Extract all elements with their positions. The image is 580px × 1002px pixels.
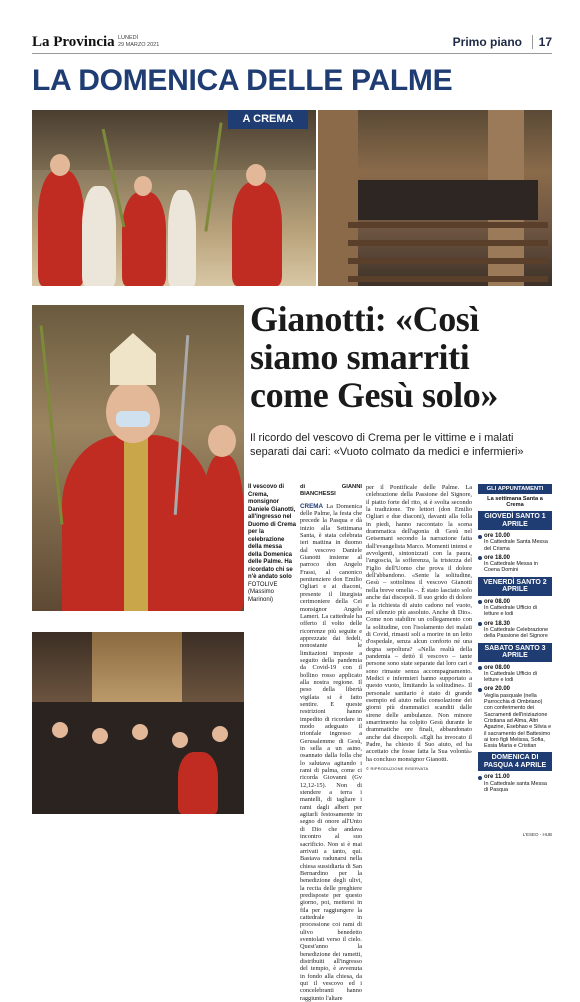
masthead	[32, 32, 552, 54]
figure-deacon	[82, 186, 116, 286]
figure-altar-server	[168, 190, 196, 286]
location-tag: A CREMA	[228, 110, 308, 129]
congregation	[358, 180, 538, 220]
article-subheadline: Il ricordo del vescovo di Crema per le vittime e i malati separati dai cari: «Vuoto colmato da medici e infermieri»	[250, 432, 524, 458]
sidebar-subtitle: La settimana Santa a Crema	[487, 496, 543, 508]
figure-head	[212, 726, 228, 742]
event-time: ore 10.00	[484, 533, 511, 539]
event-description: In Cattedrale Santa Messa del Crisma	[484, 539, 548, 552]
article-dateline: CREMA	[300, 502, 324, 510]
event-description: In Cattedrale Ufficio di letture e lodi	[484, 670, 537, 684]
section-name: Primo piano	[452, 35, 522, 49]
vestment-stole	[124, 435, 148, 611]
page-number: 17	[532, 35, 552, 49]
event-day-header: SABATO SANTO 3 APRILE	[478, 643, 552, 662]
event-description: Veglia pasquale (nella Parrocchia di Ombriano) con conferimento dei Sacramenti dell'iniziazione Cristiana ad Alma, Altri Agazine, Esebhao e Silvia e il sacramento del Battesimo ai loro figli Melissa, Sofia, Essia Maria e Cristian	[484, 692, 552, 750]
figure-red-coat	[178, 752, 218, 814]
event-time: ore 18.00	[484, 554, 511, 561]
figure-head	[132, 724, 148, 740]
event-item	[478, 599, 552, 618]
sidebar-days	[478, 511, 552, 793]
article-headline: Gianotti: «Così siamo smarriti come Gesù solo»	[250, 299, 498, 415]
event-item	[478, 774, 552, 793]
figure-head	[92, 728, 108, 744]
event-body	[484, 665, 552, 684]
event-body	[484, 555, 552, 574]
event-item	[478, 533, 552, 552]
copyright-note: © RIPRODUZIONE RISERVATA	[366, 766, 429, 772]
event-time: ore 20.00	[484, 686, 511, 693]
figure-head	[50, 154, 70, 176]
event-item	[478, 555, 552, 574]
figure-server	[202, 455, 244, 611]
event-body	[484, 599, 552, 618]
photo-cathedral-congregation	[242, 110, 552, 286]
issue-date	[118, 35, 159, 48]
event-time: ore 08.00	[484, 598, 511, 605]
photo-caption	[248, 484, 296, 604]
caption-text: Il vescovo di Crema, monsignor Daniele Gianotti, all'ingresso nel Duomo di Crema per la celebrazione della messa della Domenica delle Palme. Ha ricordato chi se n'è andato solo	[248, 484, 297, 580]
article-column-2	[366, 484, 472, 814]
caption-credit: FOTOLIVE (Massimo Marinoni)	[248, 581, 278, 603]
figure-head	[172, 732, 188, 748]
bullet-icon	[478, 600, 482, 604]
bullet-icon	[478, 666, 482, 670]
page-source: L'ESEO - HUB	[522, 832, 552, 837]
bullet-icon	[478, 556, 482, 560]
photo-bishop-with-palms	[32, 110, 316, 286]
figure-head	[52, 722, 68, 738]
event-day-header: DOMENICA DI PASQUA 4 APRILE	[478, 752, 552, 771]
figure-head	[246, 164, 266, 186]
photo-bishop-portrait	[32, 305, 244, 611]
figure-bishop	[232, 182, 282, 286]
figure-head	[208, 425, 236, 457]
event-body	[484, 533, 552, 552]
article-body-1: La Domenica delle Palme, la festa che precede la Pasqua e dà inizio alla Settimana Santa, è stata celebrata ieri mattina in duomo dal vescovo Daniele Gianotti insieme al parroco don Angelo Frassi, al canonico penitenziere don Emilio Ogliari e ai diaconi, presente il liturgista cerimoniere della Cei monsignor Angelo Lameri. La cattedrale ha offerto il volto delle ricorrenze più seguite e apprezzate dai fedeli, nonostante le limitazioni imposte a seguito della pandemia da Covid-19 con il bollino rosso applicato alla nostra regione. Il peso della libertà vigilata si è fatto sentire. E queste restrizioni hanno impedito di ricordare in modo adeguato il trionfale ingresso a Gerusalemme di Gesù, in sella a un asino, osannato dalla folla che lo salutava agitando i rami di palma, come ci ricorda Giovanni (Gv 12,12-15). Non di stendere a terra i mantelli, di tagliare i rami dagli alberi per agitarli festosamente in segno di onore all'Unto di Dio che andava incontro al suo sacrificio. Non si è mai arrivati a tanto, qui. Bastava radunarsi nella chiesa sussidiaria di San Bernardino per la benedizione degli ulivi, la recita delle preghiere predisposte per questo giorno, poi, mettersi in fila per raggiungere la cattedrale in processione coi rami di ulivo benedetto sventolati verso il cielo. Quest'anno la benedizione dei rametti, distribuiti all'ingresso del tempio, è avvenuta in fondo alla chiesa, da qui il vescovo ed i concelebranti hanno raggiunto l'altare	[300, 502, 363, 1002]
events-sidebar	[478, 484, 552, 793]
event-description: In Cattedrale Celebrazione della Passione del Signore	[484, 626, 549, 640]
event-day-header: VENERDÌ SANTO 2 APRILE	[478, 577, 552, 596]
bullet-icon	[478, 776, 482, 780]
event-time: ore 08.00	[484, 664, 511, 671]
pew	[348, 258, 548, 264]
altar-area	[92, 632, 182, 712]
event-body	[484, 774, 552, 793]
event-day-header: GIOVEDÌ SANTO 1 APRILE	[478, 511, 552, 530]
event-body	[484, 621, 552, 640]
event-body	[484, 686, 552, 749]
event-item	[478, 686, 552, 749]
event-item	[478, 621, 552, 640]
bullet-icon	[478, 688, 482, 692]
article-byline: di GIANNI BIANCHESSI	[300, 484, 362, 498]
page-title: LA DOMENICA DELLE PALME	[32, 64, 453, 97]
pew	[348, 240, 548, 246]
bullet-icon	[478, 535, 482, 539]
issue-weekday: LUNEDÌ	[118, 35, 139, 41]
event-item	[478, 665, 552, 684]
article-column-1	[300, 484, 363, 1002]
article-body-2: per il Pontificale delle Palme. La celebrazione della Passione del Signore, il piatto forte del rito, si è svolta secondo la tradizione. Tre lettori (don Emilio Ogliari e due diaconi), davanti alla folla in piedi, hanno raccontato la scena drammatica dell'agonia di Gesù nel Getsemani secondo la narrazione fatta dall'evangelista Marco. Momenti intensi e avvolgenti, sintonizzati con la paura, l'angoscia, la sofferenza, la tristezza del Figlio dell'Uomo che prova il dolore dell'abbandono. «Sente la solitudine, Gesù – sottolinea il vescovo Gianotti nella breve omelia –. È stato lasciato solo anche dai discepoli. Il suo grido di dolore e la richiesta di aiuto cadono nel vuoto, nel silenzio più assoluto. Anche di Dio». Come non stabilire un collegamento con la solitudine, con l'isolamento dei malati di Covid, rimasti soli a morire in un letto d'ospedale, senza alcun conforto né una degna sepoltura? «Nella realtà della pandemia – dettò il vescovo – tante persone sono state separate dai loro cari e sono rimaste senza accompagnamento. Medici e infermieri hanno supportato a questo vuoto, limitando la solitudine». Il personale sanitario è stato di grande esempio ed aiuto nella consolazione dei giorni più drammatici scanditi dalle sirene delle ambulanze. Non minore smarrimento ha colpito Gesù durante le drammatiche ore finali, abbandonato anche dai discepoli. «Egli ha invocato il Padre, ha chiesto il Suo aiuto, ed ha accettato che fosse fatta la Sua volontà» ha concluso monsignor Gianotti.	[366, 484, 472, 763]
event-time: ore 11.00	[484, 774, 510, 781]
pew	[348, 276, 548, 282]
pew	[348, 222, 548, 228]
newspaper-logo: La Provincia	[32, 34, 115, 50]
event-description: In Cattedrale santa Messa di Pasqua	[484, 780, 547, 794]
photo-faithful-in-church	[32, 632, 244, 814]
event-description: In Cattedrale Messa in Coena Domini	[484, 561, 538, 574]
figure-priest	[122, 192, 166, 286]
figure-priest	[38, 170, 84, 286]
issue-date-text: 29 MARZO 2021	[118, 41, 160, 48]
face-mask	[116, 411, 150, 427]
event-time: ore 18.30	[484, 620, 511, 627]
event-description: In Cattedrale Ufficio di letture e lodi	[484, 605, 537, 618]
sidebar-title: GLI APPUNTAMENTI	[478, 484, 552, 494]
figure-head	[134, 176, 152, 196]
bullet-icon	[478, 622, 482, 626]
